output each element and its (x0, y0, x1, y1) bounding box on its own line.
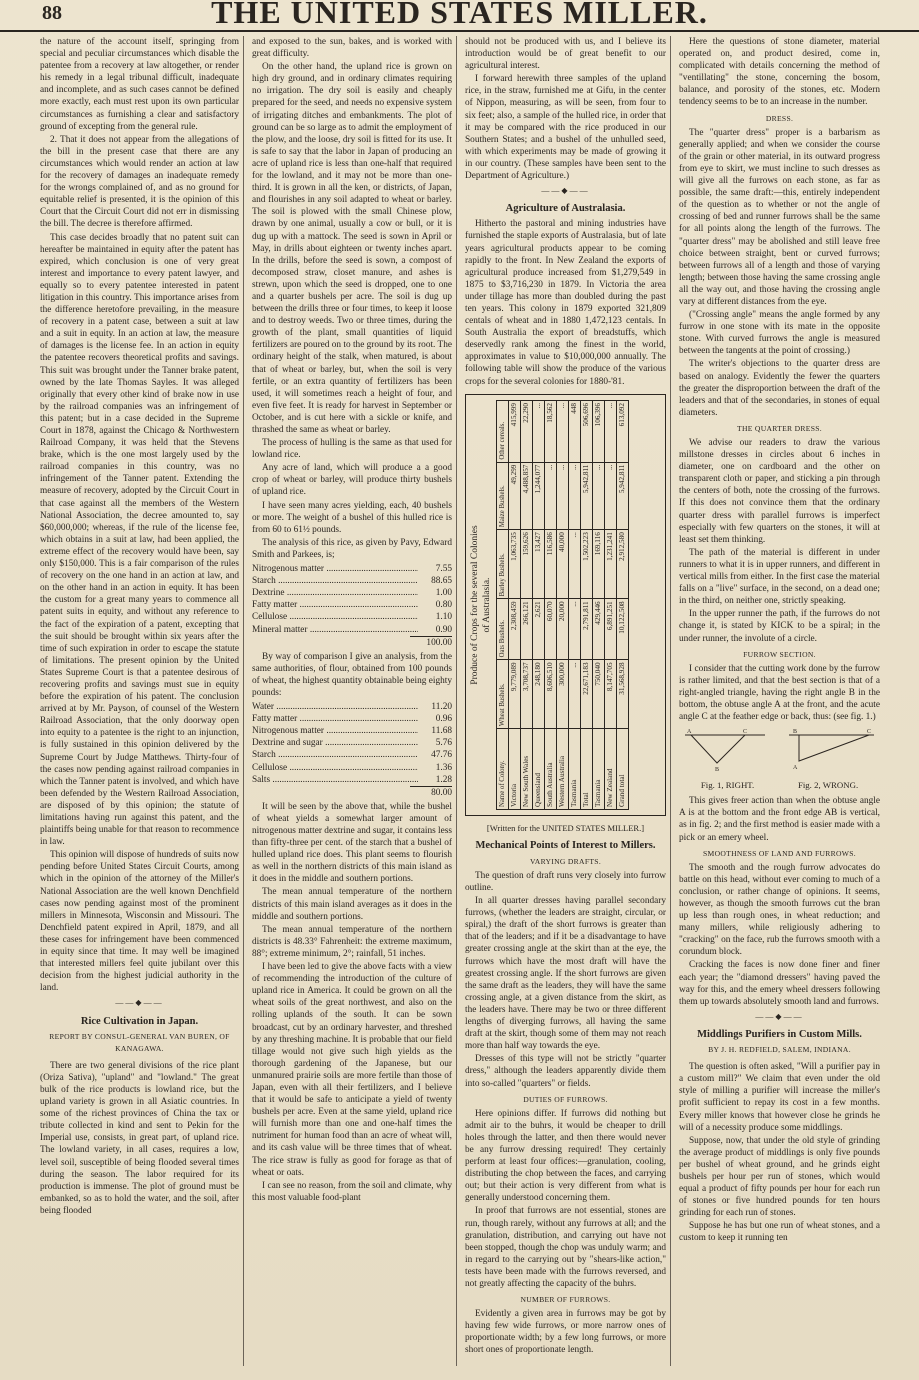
table-cell: Total (580, 728, 592, 809)
analysis-label: Nitrogenous matter ..... (252, 725, 418, 737)
paragraph: There are two general divisions of the rice plant (Oriza Sativa), "upland" and "lowland." The great bulk of the rice products is lowland rice, but the upland variety is grown in all Asiatic countries. In some of the richest provinces of China the tax or tribute collected in kind and sent to Pekin for the Imperial use, consists, in great part, of upland rice. The lowland variety, in all cases, requires a low, level soil, susceptible of being flooded several times during the season. The labor required for its production is immense. The plot of ground must be embanked, so as to hold the water, and the soil, after being flooded (40, 1060, 239, 1216)
analysis-row (252, 624, 452, 636)
crops-table-rotated (471, 400, 661, 810)
table-row (604, 400, 616, 809)
paragraph: The analysis of this rice, as given by Pavy, Edward Smith and Parkees, is; (252, 537, 452, 560)
table-cell: ... (568, 462, 580, 530)
analysis-label: Fatty matter ..... (252, 713, 418, 725)
paragraph: 2. That it does not appear from the allegations of the bill in the present case that there are any circumstances which would render an action at law for the recovery of damages an inadequate remedy for the wrongs complained of, and as no ground for equitable relief is presented, it is the opinion of this Court that the Circuit Court did not err in dismissing the bill. The decree is therefore affirmed. (40, 134, 239, 230)
table-cell: 8,606,510 (544, 660, 556, 729)
paragraph: Evidently a given area in furrows may be got by having few wide furrows, or more narrow ones of proportionate width; by a few long furrows, or more short ones of proportionate length. (465, 1309, 666, 1356)
paragraph: This opinion will dispose of hundreds of suits now pending before United States Circuit Courts, among which in the opinion of the attorney of the Miller's National Association are the well known Denchfield cases now pending against most of the prominent millers in Minnesota, Wisconsin and Missouri. The Denchfield patent expired in April, 1879, and all these cases for infringement have been commenced in equity since that time. It may well be imagined that interested millers feel quite jubilant over this decision from the highest judicial authority in the land. (40, 850, 239, 994)
table-cell: 8,147,705 (604, 660, 616, 729)
figure-captions (679, 779, 880, 791)
svg-text:B: B (793, 729, 798, 736)
article-title-mechanical: Mechanical Points of Interest to Millers. (475, 839, 656, 851)
table-cell: 22,290 (520, 400, 532, 462)
column-3 (465, 36, 671, 1366)
svg-text:A: A (793, 765, 798, 772)
paragraph: This case decides broadly that no patent suit can hereafter be maintained in equity after the patent has expired, which conclusion is one of very great interest and importance to every patent lawyer, and equally so to every patentee interested in patent litigation in this country. This importance arises from the difference heretofore prevailing, in the measure of recovery in a patent case, between a suit at law and a suit in equity. In an action at law, the measure of damages is the license fee. In an action in equity the patentee recovers theoretical profits and savings. This suit was brought under the Tanner brake patent, owned by the late Thomas Sayles. It was alleged originally that every other kind of brake now in use by the railroad companies was an infringement of this patent; but in a case decided in the Supreme Court in 1878, against the Chicago & Northwestern Railroad Company, it was held that the Stevens brake, which is the one most largely used by the railroad companies in this country, was no infringement of the Tanner patent. Extending the measure of recovery, adopted by the Circuit Court in that case against all the members of the Western National Association, the decree amounted to, say $60,000,000; whereas, if the rule of the license fee, which obtains in a suit at law, had been applied, the extreme effect of the recovery would have been, say only $150,000. This is a fair comparison of the rules of recovery on the one hand in an action at law, and on the other hand in an action in equity. It has been the custom for a great many years to commence all patent suits in equity, and without any reference to the fact of the expiration of a patent, excepting that the suit should be brought within six years after the time of such expiration in order to escape the statute of limitations. The present opinion by the United States Supreme Court is that a patentee desirous of recovering profits and savings must sue in equity before the expiration of his patent. The conclusion arrived at by Mr. Payson, of counsel of the Western Railroad Association, that the only doorway open into equity to a patentee is the right to an injunction, is fully sustained in this opinion delivered by the Supreme Court by Judge Matthews. Thirty-four of the cases now pending against railroad companies in which the Tanner patent is involved, and which have been defended by the Western Railroad Association, are disposed of by this opinion; the statute of limitations having run against this patent, and the plaintiffs being unable for that reason to recommence in law. (40, 232, 239, 848)
analysis-row (252, 725, 452, 737)
paragraph: On the other hand, the upland rice is grown on high dry ground, and in ordinary climates requiring no irrigation. The dry soil is easily and cheaply prepared for the seed, and needs no expensive system of irrigating ditches and embankments. The plot of ground can be so large as to admit the employment of the plow, and the loose, dry soil is fitted for its use. It is safe to say that the labor in Japan of producing an acre of upland rice is less than one-half that required for the lowland, and it may not be more than one-third. It is grown in all the ken, or districts, of Japan, and flourishes in any soil adapted to wheat or barley. The soil is plowed with the small Chinese plow, drawn by one animal, usually a cow or bull, or it is dug up with a mattock. The seed is sown in April or May, in drills about eighteen or twenty inches apart. In the drills, before the seed is sown, a compost of decomposed straw, closet manure, and ashes is strewn, upon which the seed is dropped, one to one and a quarter bushels per acre. The soil is dug up between the drills three or four times, to keep it loose and to destroy weeds. Two or three times, during the growth of the plant, small quantities of liquid fertilizers are poured on to the ground by its root. The ordinary height of the stalk, when matured, is about that of wheat or barley, but, when the soil is very fertile, or an extra quantity of fertilizers has been used, it will sometimes reach a height of four, and even five feet. It is ready for harvest in September or October, and is cut here with a sickle or knife, and thrashed the same as wheat or barley. (252, 62, 452, 435)
table-cell: Victoria (508, 728, 520, 809)
article-title-australasia: Agriculture of Australasia. (505, 203, 626, 215)
analysis-label: Mineral matter ..... (252, 624, 418, 636)
table-cell: 169,116 (592, 529, 604, 598)
analysis-row (252, 762, 452, 774)
table-header-cell: Other cereals. (496, 400, 508, 462)
paragraph: Dresses of this type will not be strictly "quarter dress," although the leaders apparently divide them into so-called "quarters" or fields. (465, 1054, 666, 1089)
table-cell: 248,180 (532, 660, 544, 729)
table-cell: ... (544, 462, 556, 530)
fig1-caption: Fig. 1, RIGHT. (700, 780, 755, 791)
table-cell: 448 (568, 400, 580, 462)
paragraph: We advise our readers to draw the various millstone dresses in circles about 6 inches in diameter, one on cardboard and the other on transparent cloth or paper, and sticking a pin through the centers of both, note the crossing of the furrows. If this does not convince them that the ordinary quarter dress with parallel furrows is imperfect especially with few quarters on the stones, it will at least set them thinking. (679, 438, 880, 545)
paragraph: The writer's objections to the quarter dress are based on analogy. Evidently the fewer the quarters the greater the disproportion between the draft of the leaders and that of the secondaries, in stones of equal diameters. (679, 359, 880, 418)
table-row (580, 400, 592, 809)
paragraph: I have seen many acres yielding, each, 40 bushels or more. The weight of a bushel of this hulled rice is from 60 to 61½ pounds. (252, 500, 452, 535)
paragraph: The process of hulling is the same as that used for lowland rice. (252, 438, 452, 461)
analysis-value: 1.10 (435, 612, 452, 623)
table-cell: 13,427 (532, 529, 544, 598)
analysis-row (252, 563, 452, 575)
subhead: DRESS. (765, 113, 794, 123)
paragraph: It will be seen by the above that, while the bushel of wheat yields a somewhat larger amount of nitrogenous matter dextrine and sugar, it contains less than fifty-three per cent. of the starch that a bushel of hulled upland rice does. This plant seems to flourish as well in the northern districts of this main island as it does in the middle and southern portions. (252, 801, 452, 885)
article-byline: REPORT BY CONSUL-GENERAL VAN BUREN, OF KANAGAWA. (49, 1031, 230, 1053)
table-cell: 18,562 (544, 400, 556, 462)
masthead-title: THE UNITED STATES MILLER. (211, 0, 708, 30)
analysis-row (252, 749, 452, 761)
paragraph: should not be produced with us, and I believe its introduction would be of great benefit to our agricultural interest. (465, 37, 666, 72)
table-cell: 1,063,735 (508, 529, 520, 598)
paragraph: In proof that furrows are not essential, stones are run, though rarely, without any furrows at all; and the granulation, distribution, and carrying out have not been stopped, though the chop was unduly warm; and in regard to the carrying out by "shears-like action," tests have been made with the furrows reversed, and not greatly affecting the capacity of the buhrs. (465, 1206, 666, 1289)
table-cell: ... (592, 462, 604, 530)
analysis-value: 47.76 (431, 750, 452, 761)
table-cell: 10,122,508 (616, 598, 628, 659)
svg-text:B: B (715, 767, 720, 774)
table-cell: Tasmania (568, 728, 580, 809)
table-row (508, 400, 520, 809)
table-cell: Tasmania (592, 728, 604, 809)
table-cell: 5,942,811 (616, 462, 628, 530)
table-row (556, 400, 568, 809)
divider: ——◆—— (755, 1011, 804, 1021)
column-2 (252, 36, 457, 1366)
table-cell: 116,586 (544, 529, 556, 598)
table-header-cell: Oats Bushels. (496, 598, 508, 659)
column-4 (679, 36, 884, 1366)
table-cell: 1,502,223 (580, 529, 592, 598)
analysis-row (252, 713, 452, 725)
analysis-value: 1.00 (435, 588, 452, 599)
fig2-caption: Fig. 2, WRONG. (797, 780, 859, 791)
page-header (0, 0, 919, 32)
table-cell: 106,396 (592, 400, 604, 462)
table-cell: 2,912,580 (616, 529, 628, 598)
analysis-total: 100.00 (410, 636, 452, 649)
table-cell: South Australia (544, 728, 556, 809)
analysis-row (252, 774, 452, 786)
analysis-label: Dextrine ..... (252, 587, 418, 599)
column-1 (40, 36, 244, 1366)
table-cell: 613,092 (616, 400, 628, 462)
paragraph: Here the questions of stone diameter, material operated on, and product desired, come in, complicated with details concerning the method of "ventillating" the stone, concerning the bosom, balance, and porosity of the stones, etc. Modern tendency seems to be to an increase in the number. (679, 37, 880, 108)
table-cell: 3,708,737 (520, 660, 532, 729)
analysis-label: Cellulose ..... (252, 611, 418, 623)
analysis-label: Starch ..... (252, 575, 418, 587)
paragraph: The question is often asked, "Will a purifier pay in a custom mill?" We claim that even under the old style of milling a purifier will increase the miller's profit sufficient to repay its cost in a few months. Every miller knows that however close he grinds he will of a necessity produce some middlings. (679, 1062, 880, 1133)
table-cell: 9,779,089 (508, 660, 520, 729)
table-cell: 429,446 (592, 598, 604, 659)
subhead: FURROW SECTION. (743, 649, 816, 659)
paragraph: I forward herewith three samples of the upland rice, in the straw, furnished me at Gifu, in the center of Nippon, measuring, as will be seen, from four to six feet; also, a sample of the hulled rice, in order that it may be compared with the rice produced in our Southern States; and a bushel of the unhulled seed, with which experiments may be made of growing it in our country. (These samples have been sent to the Department of Agriculture.) (465, 74, 666, 182)
paragraph: Suppose he has but one run of wheat stones, and a custom to keep it running ten (679, 1221, 880, 1244)
paragraph: the nature of the account itself, springing from special and peculiar circumstances which disable the patentee from a recovery at law altogether, or render his remedy in a legal tribunal difficult, inadequate and incomplete, and as such cases cannot be defined more exactly, each must rest upon its own particular circumstances as furnishing a clear and satisfactory ground of excepting from the general rule. (40, 37, 239, 132)
table-header-cell: Maize Bushels. (496, 462, 508, 530)
analysis-row (252, 701, 452, 713)
paragraph: The mean annual temperature of the northern districts is 48.33° Fahrenheit: the extreme maximum, 88°; extreme minimum, 2°; rainfall, 51 inches. (252, 924, 452, 959)
table-cell: ... (604, 462, 616, 530)
fig2-wrong-diagram (789, 729, 874, 771)
analysis-label: Salts ..... (252, 774, 418, 786)
table-cell: 2,308,459 (508, 598, 520, 659)
analysis-label: Nitrogenous matter ..... (252, 563, 418, 575)
analysis-value: 11.68 (431, 726, 452, 737)
table-row (520, 400, 532, 809)
article-title-middlings: Middlings Purifiers in Custom Mills. (697, 1028, 862, 1040)
paragraph: I can see no reason, from the soil and climate, why this most valuable food-plant (252, 1180, 452, 1203)
table-cell: ... (568, 660, 580, 729)
analysis-value: 88.65 (431, 576, 452, 587)
article-byline: BY J. H. REDFIELD, SALEM, INDIANA. (708, 1045, 851, 1055)
table-cell: 20,000 (556, 598, 568, 659)
table-cell: 31,568,928 (616, 660, 628, 729)
svg-text:C: C (867, 729, 872, 736)
table-row (568, 400, 580, 809)
table-cell: 1,231,241 (604, 529, 616, 598)
paragraph: The question of draft runs very closely into furrow outline. (465, 870, 666, 893)
paragraph: This gives freer action than when the obtuse angle A is at the bottom and the front edge AB is vertical, as in fig. 2; and the first method is easier made with a pick or an emery wheel. (679, 796, 880, 843)
fig1-right-diagram (685, 729, 765, 773)
analysis-value: 0.90 (435, 624, 452, 635)
subhead: NUMBER OF FURROWS. (520, 1295, 611, 1305)
paragraph: Hitherto the pastoral and mining industries have furnished the staple exports of Australasia, but of late years agricultural products appear to be coming rapidly to the front. In New Zealand the exports of agricultural produce increased from $1,279,549 in 1875 to $3,716,230 in 1879. In Victoria the area under tillage has more than doubled during the past ten years. This colony in 1879 exported 321,809 centals of wheat and in 1880 1,472,123 centals. In South Australia the export of breadstuffs, which deservedly rank among the finest in the world, approximates in value to $10,000,000 annually. The following table will show the produce of the various crops for the several colonies for 1880-'81. (465, 219, 666, 387)
analysis-row (252, 611, 452, 623)
table-cell: New South Wales (520, 728, 532, 809)
analysis-total: 80.00 (410, 786, 452, 799)
paragraph: Cracking the faces is now done finer and finer each year; the "diamond dressers" having paved the way for this, and the emery wheel dressers following them up towards absolutely smooth land and furrows. (679, 960, 880, 1007)
paragraph: I consider that the cutting work done by the furrow is rather limited, and that the best section is that of a right-angled triangle, having the right angle B in the bottom, the obtuse angle A at the front, and the acute angle C at the feather edge or back, thus: (see fig. 1.) (679, 663, 880, 723)
analysis-value: 0.96 (435, 714, 452, 725)
subhead: DUTIES OF FURROWS. (523, 1094, 608, 1104)
paragraph: Suppose, now, that under the old style of grinding the average product of middlings is only five pounds per bushel of wheat ground, and he grinds eight bushels per hour per run of stones, which would equal a product of fifty pounds per hour for each run of stones or five hundred pounds for ten hours grinding for each run of stones. (679, 1135, 880, 1219)
divider: ——◆—— (115, 998, 164, 1008)
table-cell: Western Australia (556, 728, 568, 809)
flour-analysis-table (252, 701, 452, 799)
table-cell: New Zealand (604, 728, 616, 809)
table-cell: 6,891,251 (604, 598, 616, 659)
table-cell: 2,621 (532, 598, 544, 659)
paragraph: By way of comparison I give an analysis, from the same authorities, of flour, obtained from 100 pounds of wheat, the highest quantity obtainable being eighty pounds: (252, 651, 452, 698)
table-cell: 266,121 (520, 598, 532, 659)
analysis-value: 1.28 (435, 774, 452, 785)
analysis-label: Water ..... (252, 701, 418, 713)
written-for-note: [Written for the UNITED STATES MILLER.] (486, 822, 645, 833)
table-cell: 159,626 (520, 529, 532, 598)
table-cell: 5,942,811 (580, 462, 592, 530)
table-cell: 22,671,183 (580, 660, 592, 729)
page-number: 88 (42, 2, 62, 24)
table-row (532, 400, 544, 809)
paragraph: The "quarter dress" proper is a barbarism as generally applied; and when we consider the course of the grain or other material, in its outward progress from eye to skirt, we must incline to such dresses as will give all the furrows on each stone, as far as possible, the same draft:—this, entirely independent of the question as to whether or not the angle of crossing of bed and runner furrows shall be the same for all points along the length of the furrows. The "quarter dress" may be abolished and still leave free choice between straight, bent or curved furrows; between furrows all of a length and those of varying length; between those having the same crossing angle all the way out, and those having the crossing angle vary at different distances from the eye. (679, 127, 880, 307)
paragraph: The path of the material is different in under runners to what it is in upper runners, and different in vertical mills from either. In the first case the material falls on a "live" surface, in the second, on a dead one; in the third, on neither one, strictly speaking. (679, 547, 880, 607)
table-header-cell: Name of Colony. (496, 728, 508, 809)
subhead: SMOOTHNESS OF LAND AND FURROWS. (703, 848, 856, 858)
table-cell: 506,696 (580, 400, 592, 462)
paragraph: In all quarter dresses having parallel secondary furrows, (whether the leaders are straight, circular, or spiral,) the draft of the short furrows is greater than that of the leaders; and if it be a disadvantage to have greater crossing angle at the skirt than at the eye, the furrows which have the most draft will have the greatest crossing angle. If the short furrows are given the same draft as the leaders, they will have the same crossing angle, at a given distance from the skirt, as the leaders have. There may be two or three different lengths of diverging furrows, all having the same draft at the skirt, though some of them may not reach more than half way towards the eye. (465, 896, 666, 1052)
analysis-value: 11.20 (431, 702, 452, 713)
table-cell: Grand total (616, 728, 628, 809)
table-cell: ... (556, 462, 568, 530)
table-cell: 49,299 (508, 462, 520, 530)
paragraph: Here opinions differ. If furrows did nothing but admit air to the buhrs, it would be cheaper to drill holes through the latter, and then there would never be any furrow dressing required! They certainly perform at least four offices:—granulation, cooling, distributing the chop between the faces, and carrying out; but their action is very different from what is generally understood concerning them. (465, 1108, 666, 1204)
table-cell: 2,791,811 (580, 598, 592, 659)
divider: ——◆—— (541, 186, 590, 196)
table-cell: 415,999 (508, 400, 520, 462)
analysis-value: 7.55 (435, 564, 452, 575)
furrow-figures (679, 727, 880, 775)
crops-table (496, 400, 629, 810)
table-cell: 60,070 (544, 598, 556, 659)
table-cell: ... (568, 598, 580, 659)
table-cell: 1,244,077 (532, 462, 544, 530)
paragraph: The smooth and the rough furrow advocates do battle on this head, without ever coming to much of a conclusion, or rather change of opinions. It seems, however, as though the smooth furrows cut the bran up less than rough ones, in wheat reduction; and many millers, while religiously adhering to "cracking" on the face, rub the furrows smooth with a corundum block. (679, 862, 880, 958)
svg-text:C: C (743, 729, 748, 736)
analysis-label: Starch ..... (252, 749, 418, 761)
subhead: THE QUARTER DRESS. (737, 423, 822, 433)
table-cell: ... (556, 400, 568, 462)
paragraph: I have been led to give the above facts with a view of recommending the introduction of the culture of upland rice in America. It could be grown on all the wheat soils of the great northwest, and also on the rolling uplands of the south. It can be sown broadcast, cut by an ordinary harvester, and threshed by any threshing machine. It is probable that our field tillage would not give such high yields as the thorough gardening of the Japanese, but our unmanured prairie soils are more fertile than those of Japan, even with all their fertilizers, and I believe that it would be safe to anticipate a yield of twenty bushels per acre. Even at the same yield, upland rice will furnish more than one and one-half times the nutriment for human food than an acre of wheat will, and its cash value will be three times that of wheat. The rice straw is fully as good for forage as that of wheat or oats. (252, 962, 452, 1178)
furrow-section-diagram (679, 727, 879, 775)
table-header-cell: Barley Bushels. (496, 529, 508, 598)
table-cell: 300,000 (556, 660, 568, 729)
analysis-row (252, 587, 452, 599)
rice-analysis-table (252, 563, 452, 649)
paragraph: The mean annual temperature of the northern districts of this main island averages as it does in the middle and southern portions. (252, 887, 452, 922)
analysis-label: Cellulose ..... (252, 762, 418, 774)
svg-text:A: A (687, 729, 692, 736)
table-row (616, 400, 628, 809)
table-cell: 40,000 (556, 529, 568, 598)
paragraph: In the upper runner the path, if the furrows do not change it, is stated by KICK to be a spiral; in the under runner, the involute of a circle. (679, 609, 880, 644)
analysis-label: Fatty matter ..... (252, 599, 418, 611)
analysis-label: Dextrine and sugar ..... (252, 737, 418, 749)
subhead: VARYING DRAFTS. (529, 856, 602, 866)
table-header-cell: Wheat Bushels. (496, 660, 508, 729)
paragraph: and exposed to the sun, bakes, and is worked with great difficulty. (252, 37, 452, 60)
table-title-2: of Australasia. (481, 577, 492, 633)
analysis-row (252, 599, 452, 611)
crops-table-box (465, 394, 666, 816)
table-cell: ... (604, 400, 616, 462)
analysis-value: 5.76 (435, 738, 452, 749)
paragraph: Any acre of land, which will produce a a good crop of wheat or barley, will produce thirty bushels of upland rice. (252, 463, 452, 498)
analysis-value: 0.80 (435, 600, 452, 611)
table-row (592, 400, 604, 809)
analysis-value: 1.36 (435, 762, 452, 773)
table-cell: 4,488,857 (520, 462, 532, 530)
table-cell: ... (532, 400, 544, 462)
columns-container (40, 36, 882, 1366)
table-cell: Queensland (532, 728, 544, 809)
analysis-row (252, 575, 452, 587)
table-row (544, 400, 556, 809)
analysis-row (252, 737, 452, 749)
table-cell: 750,040 (592, 660, 604, 729)
table-title: Produce of Crops for the several Colonies (469, 524, 480, 685)
paragraph: ("Crossing angle" means the angle formed by any furrow in one stone with its mate in the opposite stone. With curved furrows the angle is measured between the tangents at the point of crossing.) (679, 310, 880, 357)
article-title-rice: Rice Cultivation in Japan. (80, 1015, 199, 1027)
table-cell: ... (568, 529, 580, 598)
